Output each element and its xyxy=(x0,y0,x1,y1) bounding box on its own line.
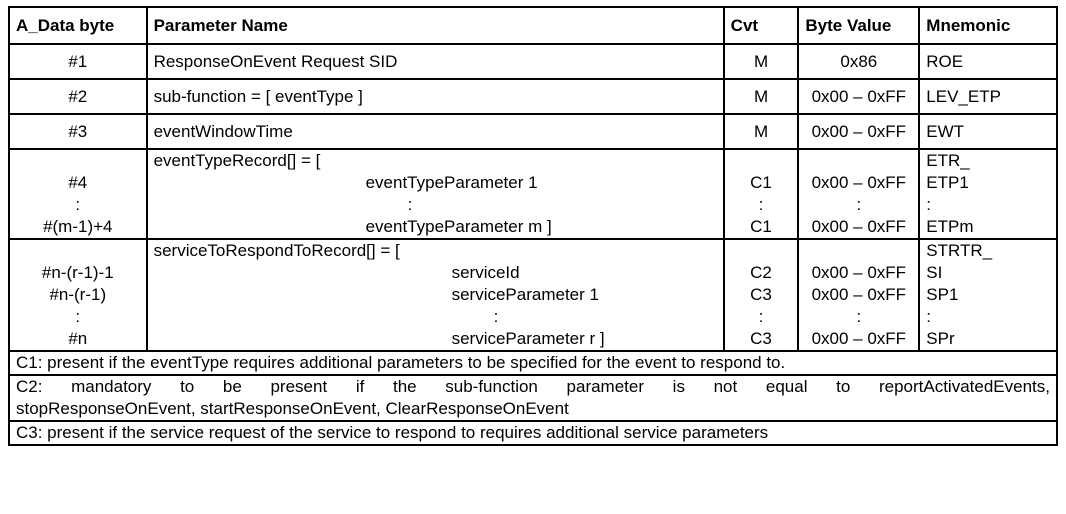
mnemonic-header: ETR_ xyxy=(926,151,970,170)
cvt-2: C3 xyxy=(750,285,772,304)
mnemonic-dots: : xyxy=(926,195,932,214)
byte-last: #n xyxy=(68,329,88,348)
value-last: 0x00 – 0xFF xyxy=(811,329,907,348)
cvt-cell: M xyxy=(724,114,799,149)
byte-last: #(m-1)+4 xyxy=(43,217,113,236)
cvt-cell: M xyxy=(724,44,799,79)
service-to-respond-record-row xyxy=(9,239,1057,351)
mnemonic-1: SI xyxy=(926,263,943,282)
header-byte-value: Byte Value xyxy=(798,7,919,44)
value-dots: : xyxy=(856,195,862,214)
note-c3: C3: present if the service request of the service to respond to requires additional service parameters xyxy=(9,421,1057,445)
mnemonic-last: SPr xyxy=(926,329,955,348)
byte-value-cell: 0x00 – 0xFF xyxy=(798,79,919,114)
byte-value-cell: 0x00 – 0xFF xyxy=(798,114,919,149)
byte-value-cell: 0x86 xyxy=(798,44,919,79)
header-mnemonic: Mnemonic xyxy=(919,7,1057,44)
param-last: serviceParameter r ] xyxy=(451,329,605,348)
param-dots: : xyxy=(407,195,413,214)
mnemonic-first: ETP1 xyxy=(926,173,969,192)
mnemonic-last: ETPm xyxy=(926,217,974,236)
data-byte-cell: #1 xyxy=(9,44,147,79)
note-c2-line2: stopResponseOnEvent, startResponseOnEvent, ClearResponseOnEvent xyxy=(16,399,569,418)
cvt-last: C3 xyxy=(750,329,772,348)
data-byte-cell xyxy=(9,239,147,351)
param-2: serviceParameter 1 xyxy=(451,285,599,304)
table-row xyxy=(9,44,1057,79)
cvt-cell: M xyxy=(724,79,799,114)
parameter-name-cell xyxy=(147,149,724,239)
parameter-name-cell: sub-function = [ eventType ] xyxy=(147,79,724,114)
parameter-name-cell: ResponseOnEvent Request SID xyxy=(147,44,724,79)
byte-dots: : xyxy=(75,307,81,326)
mnemonic-cell: LEV_ETP xyxy=(919,79,1057,114)
data-byte-cell: #2 xyxy=(9,79,147,114)
mnemonic-header: STRTR_ xyxy=(926,241,993,260)
table-row xyxy=(9,79,1057,114)
mnemonic-cell: ROE xyxy=(919,44,1057,79)
value-dots: : xyxy=(856,307,862,326)
header-parameter-name: Parameter Name xyxy=(147,7,724,44)
cvt-cell xyxy=(724,239,799,351)
param-dots: : xyxy=(493,307,499,326)
header-data-byte: A_Data byte xyxy=(9,7,147,44)
note-row-c2 xyxy=(9,375,1057,421)
mnemonic-dots: : xyxy=(926,307,932,326)
note-c2 xyxy=(9,375,1057,421)
cvt-1: C2 xyxy=(750,263,772,282)
table-row xyxy=(9,114,1057,149)
data-byte-cell: #3 xyxy=(9,114,147,149)
mnemonic-2: SP1 xyxy=(926,285,959,304)
header-cvt: Cvt xyxy=(724,7,799,44)
record-header: serviceToRespondToRecord[] = [ xyxy=(153,241,400,260)
note-c1: C1: present if the eventType requires additional parameters to be specified for the event to respond to. xyxy=(9,351,1057,375)
parameter-name-cell: eventWindowTime xyxy=(147,114,724,149)
cvt-dots: : xyxy=(758,307,764,326)
byte-first: #4 xyxy=(68,173,88,192)
note-row-c3 xyxy=(9,421,1057,445)
value-2: 0x00 – 0xFF xyxy=(811,285,907,304)
param-last: eventTypeParameter m ] xyxy=(365,217,552,236)
cvt-first: C1 xyxy=(750,173,772,192)
byte-value-cell xyxy=(798,149,919,239)
value-first: 0x00 – 0xFF xyxy=(811,173,907,192)
mnemonic-cell xyxy=(919,149,1057,239)
value-1: 0x00 – 0xFF xyxy=(811,263,907,282)
table-header-row xyxy=(9,7,1057,44)
note-c2-line1: C2: mandatory to be present if the sub-function parameter is not equal to reportActivatedEvents, xyxy=(16,377,1050,396)
cvt-dots: : xyxy=(758,195,764,214)
cvt-last: C1 xyxy=(750,217,772,236)
parameter-name-cell xyxy=(147,239,724,351)
mnemonic-cell: EWT xyxy=(919,114,1057,149)
data-byte-cell xyxy=(9,149,147,239)
byte-dots: : xyxy=(75,195,81,214)
cvt-cell xyxy=(724,149,799,239)
service-request-table xyxy=(8,6,1058,446)
value-last: 0x00 – 0xFF xyxy=(811,217,907,236)
param-first: eventTypeParameter 1 xyxy=(365,173,538,192)
note-row-c1 xyxy=(9,351,1057,375)
byte-value-cell xyxy=(798,239,919,351)
mnemonic-cell xyxy=(919,239,1057,351)
byte-2: #n-(r-1) xyxy=(49,285,107,304)
param-1: serviceId xyxy=(451,263,520,282)
byte-1: #n-(r-1)-1 xyxy=(41,263,114,282)
record-header: eventTypeRecord[] = [ xyxy=(153,151,321,170)
event-type-record-row xyxy=(9,149,1057,239)
